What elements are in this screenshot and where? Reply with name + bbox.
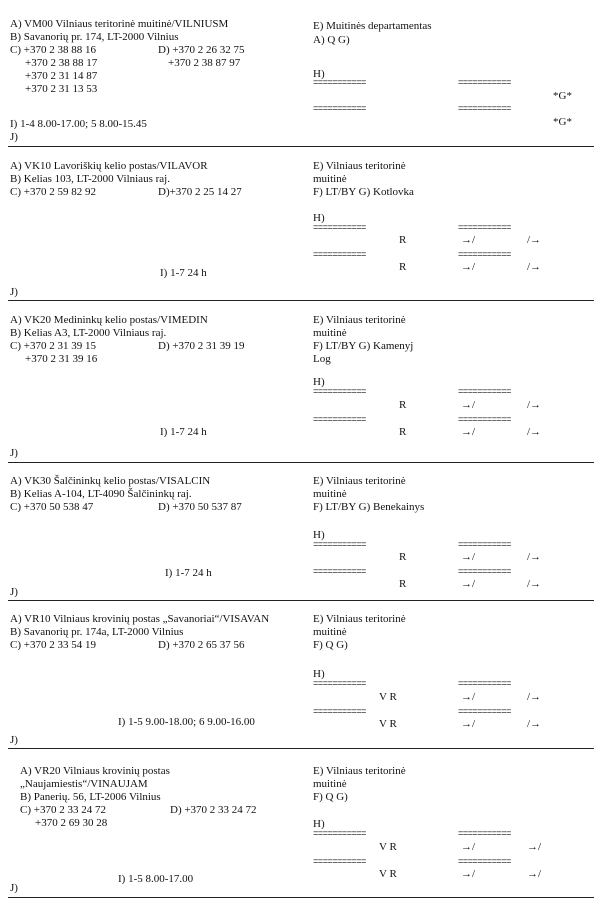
code-r: R (399, 426, 407, 438)
office-type: E) Vilniaus teritorinė (313, 314, 406, 326)
arrow-in-icon: →/ (461, 691, 476, 703)
opening-hours: I) 1-7 24 h (165, 567, 212, 579)
fax-d1: D) +370 2 33 24 72 (170, 804, 257, 816)
dash-row: =========== (313, 415, 366, 425)
border-codes-cont: Log (313, 353, 331, 365)
arrow-out-icon: /→ (527, 261, 542, 273)
notes-label: J) (10, 734, 18, 746)
code-r: R (399, 399, 407, 411)
code-vr: V R (379, 691, 397, 703)
opening-hours: I) 1-5 9.00-18.00; 6 9.00-16.00 (118, 716, 255, 728)
code-vr: V R (379, 718, 397, 730)
dash-row: =========== (458, 567, 511, 577)
entry-vk30 (8, 463, 594, 601)
arrow-out-icon: /→ (527, 234, 542, 246)
entry-vr20 (8, 749, 594, 898)
arrow-in-icon: →/ (527, 841, 542, 853)
dash-row: =========== (458, 250, 511, 260)
dash-row: =========== (458, 104, 511, 114)
arrow-in-icon: →/ (461, 578, 476, 590)
code-g: *G* (553, 90, 572, 102)
office-type: E) Vilniaus teritorinė (313, 765, 406, 777)
dash-row: =========== (313, 78, 366, 88)
phone-c1: C) +370 2 59 82 92 (10, 186, 96, 198)
office-type-cont: muitinė (313, 488, 347, 500)
fax-d1: D) +370 50 537 87 (158, 501, 242, 513)
phone-c2: +370 2 69 30 28 (35, 817, 108, 829)
arrow-out-icon: /→ (527, 578, 542, 590)
entry-vm00 (8, 6, 594, 147)
entry-vk20 (8, 301, 594, 463)
phone-c1: C) +370 2 38 88 16 (10, 44, 96, 56)
address: B) Panerių. 56, LT-2006 Vilnius (20, 791, 161, 803)
arrow-in-icon: →/ (527, 868, 542, 880)
arrow-in-icon: →/ (461, 841, 476, 853)
h-label: H) (313, 818, 325, 830)
arrow-out-icon: /→ (527, 399, 542, 411)
fax-d1: D) +370 2 31 39 19 (158, 340, 245, 352)
function-codes: F) Q G) (313, 639, 348, 651)
dash-row: =========== (313, 857, 366, 867)
customs-directory-page (8, 6, 594, 898)
office-type-cont: muitinė (313, 173, 347, 185)
office-name: A) VM00 Vilniaus teritorinė muitinė/VILNIUSM (10, 18, 229, 30)
phone-c2: +370 2 38 88 17 (25, 57, 98, 69)
dash-row: =========== (458, 679, 511, 689)
opening-hours: I) 1-7 24 h (160, 267, 207, 279)
phone-c2: +370 2 31 39 16 (25, 353, 98, 365)
dash-row: =========== (313, 223, 366, 233)
arrow-in-icon: →/ (461, 551, 476, 563)
arrow-out-icon: /→ (527, 426, 542, 438)
dash-row: =========== (313, 567, 366, 577)
code-r: R (399, 234, 407, 246)
fax-d1: D) +370 2 65 37 56 (158, 639, 245, 651)
code-r: R (399, 551, 407, 563)
arrow-in-icon: →/ (461, 868, 476, 880)
phone-c1: C) +370 2 33 54 19 (10, 639, 96, 651)
dash-row: =========== (313, 707, 366, 717)
dash-row: =========== (458, 415, 511, 425)
notes-label: J) (10, 131, 18, 143)
phone-c4: +370 2 31 13 53 (25, 83, 98, 95)
opening-hours: I) 1-4 8.00-17.00; 5 8.00-15.45 (10, 118, 147, 130)
dash-row: =========== (313, 540, 366, 550)
address: B) Savanorių pr. 174a, LT-2000 Vilnius (10, 626, 184, 638)
dash-row: =========== (458, 540, 511, 550)
dash-row: =========== (313, 387, 366, 397)
notes-label: J) (10, 882, 18, 894)
dash-row: =========== (458, 387, 511, 397)
code-r: R (399, 261, 407, 273)
code-vr: V R (379, 868, 397, 880)
dash-row: =========== (458, 707, 511, 717)
dash-row: =========== (458, 857, 511, 867)
h-label: H) (313, 68, 325, 80)
arrow-out-icon: /→ (527, 551, 542, 563)
opening-hours: I) 1-7 24 h (160, 426, 207, 438)
dash-row: =========== (458, 78, 511, 88)
notes-label: J) (10, 447, 18, 459)
department: E) Muitinės departamentas (313, 20, 432, 32)
fax-d1: D)+370 2 25 14 27 (158, 186, 242, 198)
h-label: H) (313, 212, 325, 224)
arrow-in-icon: →/ (461, 426, 476, 438)
arrow-out-icon: /→ (527, 691, 542, 703)
entry-vk10 (8, 147, 594, 301)
address: B) Kelias A-104, LT-4090 Šalčininkų raj. (10, 488, 192, 500)
office-type-cont: muitinė (313, 626, 347, 638)
function-codes: A) Q G) (313, 34, 350, 46)
arrow-in-icon: →/ (461, 234, 476, 246)
arrow-in-icon: →/ (461, 718, 476, 730)
h-label: H) (313, 529, 325, 541)
dash-row: =========== (313, 679, 366, 689)
phone-c1: C) +370 2 31 39 15 (10, 340, 96, 352)
address: B) Kelias A3, LT-2000 Vilniaus raj. (10, 327, 167, 339)
office-name: A) VK10 Lavoriškių kelio postas/VILAVOR (10, 160, 208, 172)
fax-d2: +370 2 38 87 97 (168, 57, 241, 69)
code-vr: V R (379, 841, 397, 853)
code-g: *G* (553, 116, 572, 128)
dash-row: =========== (458, 829, 511, 839)
dash-row: =========== (313, 250, 366, 260)
phone-c3: +370 2 31 14 87 (25, 70, 98, 82)
office-type-cont: muitinė (313, 327, 347, 339)
arrow-out-icon: /→ (527, 718, 542, 730)
arrow-in-icon: →/ (461, 261, 476, 273)
phone-c1: C) +370 50 538 47 (10, 501, 94, 513)
office-name: A) VK30 Šalčininkų kelio postas/VISALCIN (10, 475, 211, 487)
office-type: E) Vilniaus teritorinė (313, 475, 406, 487)
entry-vr10 (8, 601, 594, 749)
function-codes: F) Q G) (313, 791, 348, 803)
opening-hours: I) 1-5 8.00-17.00 (118, 873, 194, 885)
dash-row: =========== (313, 104, 366, 114)
h-label: H) (313, 376, 325, 388)
office-name: A) VR20 Vilniaus krovinių postas (20, 765, 170, 777)
border-codes: F) LT/BY G) Kamenyj (313, 340, 414, 352)
code-r: R (399, 578, 407, 590)
office-name-cont: „Naujamiestis“/VINAUJAM (20, 778, 148, 790)
dash-row: =========== (313, 829, 366, 839)
office-name: A) VK20 Medininkų kelio postas/VIMEDIN (10, 314, 208, 326)
arrow-in-icon: →/ (461, 399, 476, 411)
address: B) Kelias 103, LT-2000 Vilniaus raj. (10, 173, 170, 185)
address: B) Savanorių pr. 174, LT-2000 Vilnius (10, 31, 179, 43)
notes-label: J) (10, 586, 18, 598)
phone-c1: C) +370 2 33 24 72 (20, 804, 106, 816)
dash-row: =========== (458, 223, 511, 233)
office-type-cont: muitinė (313, 778, 347, 790)
office-type: E) Vilniaus teritorinė (313, 160, 406, 172)
border-codes: F) LT/BY G) Benekainys (313, 501, 425, 513)
fax-d1: D) +370 2 26 32 75 (158, 44, 245, 56)
office-name: A) VR10 Vilniaus krovinių postas „Savanoriai“/VISAVAN (10, 613, 270, 625)
office-type: E) Vilniaus teritorinė (313, 613, 406, 625)
h-label: H) (313, 668, 325, 680)
notes-label: J) (10, 286, 18, 298)
border-codes: F) LT/BY G) Kotlovka (313, 186, 414, 198)
